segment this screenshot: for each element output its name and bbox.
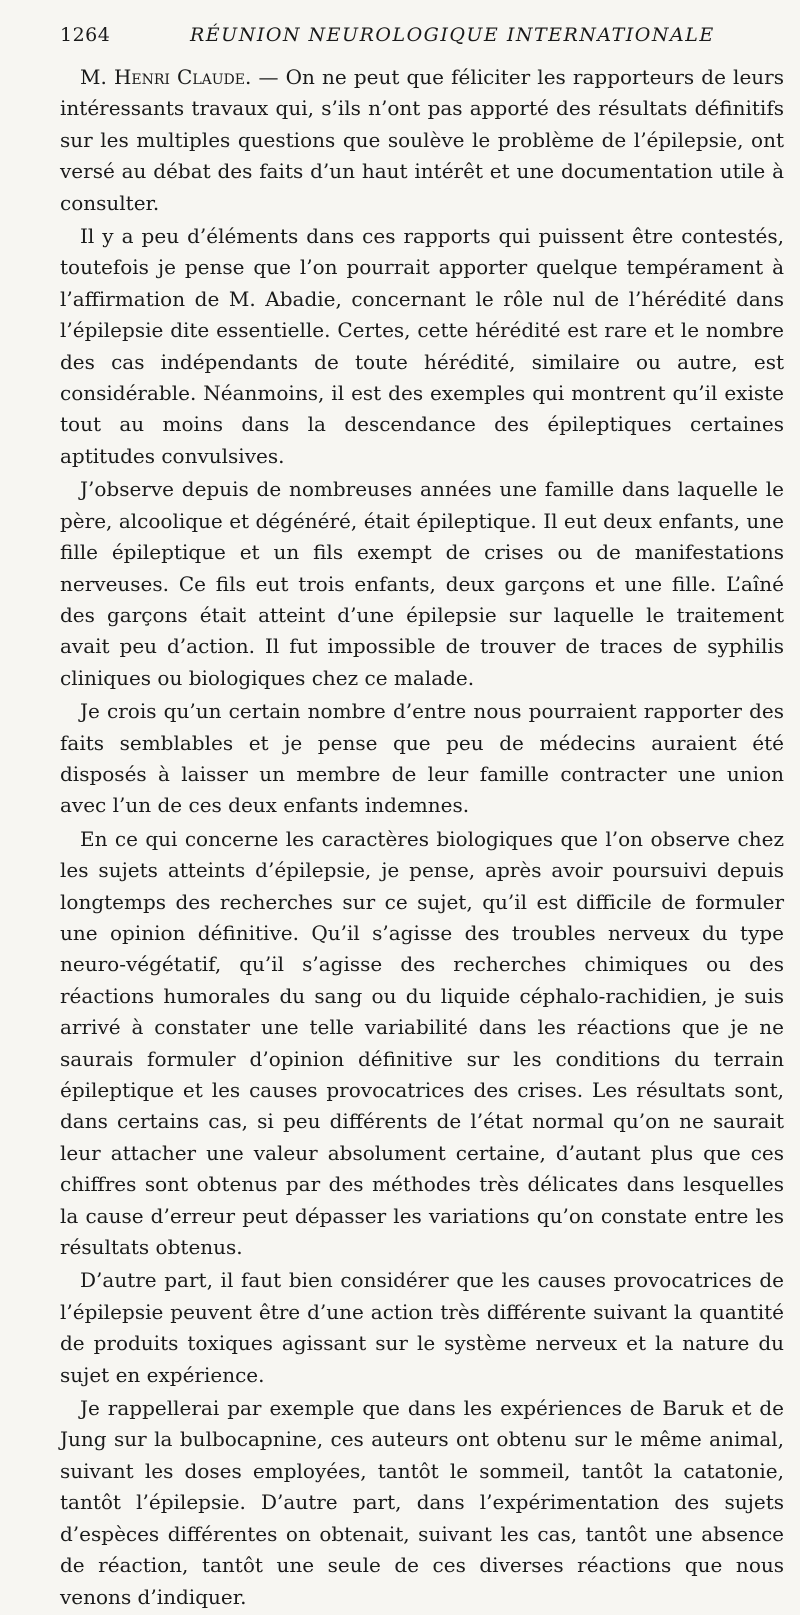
paragraph-5: En ce qui concerne les caractères biologiques que l’on observe chez les sujets atteints d’épilepsie, je pense, après avoir poursuivi depuis longtemps des recherches sur ce sujet, qu’il est difficile de formuler une opinion définitive. Qu’il s’agisse des troubles nerveux du type neuro-végétatif, qu’il s’agisse des recherches chimiques ou des réactions humorales du sang ou du liquide céphalo-rachidien, je suis arrivé à constater une telle variabilité dans les réactions que je ne saurais formuler d’opinion définitive sur les conditions du terrain épileptique et les causes provocatrices des crises. Les résultats sont, dans certains cas, si peu différents de l’état normal qu’on ne saurait leur attacher une valeur absolument certaine, d’autant plus que ces chiffres sont obtenus par des méthodes très délicates dans lesquelles la cause d’erreur peut dépasser les variations qu’on constate entre les résultats obtenus. bbox=[60, 826, 784, 1260]
running-title: RÉUNION NEUROLOGIQUE INTERNATIONALE bbox=[190, 24, 715, 46]
paragraph-1 bbox=[60, 62, 784, 219]
paragraph-2: Il y a peu d’éléments dans ces rapports qui puissent être contestés, toutefois je pense que l’on pourrait apporter quelque tempérament à l’affirmation de M. Abadie, concernant le rôle nul de l’hérédité dans l’épilepsie dite essentielle. Certes, cette hérédité est rare et le nombre des cas indépendants de toute hérédité, similaire ou autre, est considérable. Néanmoins, il est des exemples qui montrent qu’il existe tout au moins dans la descendance des épileptiques certaines aptitudes convulsives. bbox=[60, 224, 784, 468]
page bbox=[60, 20, 784, 1615]
running-head bbox=[60, 20, 784, 50]
paragraph-4: Je crois qu’un certain nombre d’entre nous pourraient rapporter des faits semblables et je pense que peu de médecins auraient été disposés à laisser un membre de leur famille contracter une union avec l’un de ces deux enfants indemnes. bbox=[60, 699, 784, 818]
paragraph-3: J’observe depuis de nombreuses années une famille dans laquelle le père, alcoolique et dégénéré, était épileptique. Il eut deux enfants, une fille épileptique et un fils exempt de crises ou de manifestations nerveuses. Ce fils eut trois enfants, deux garçons et une fille. L’aîné des garçons était atteint d’une épilepsie sur laquelle le traitement avait peu d’action. Il fut impossible de trouver de traces de syphilis cliniques ou biologiques chez ce malade. bbox=[60, 477, 784, 690]
speaker-name: M. Henri Claude. bbox=[80, 65, 252, 89]
paragraph-6: D’autre part, il faut bien considérer que les causes provocatrices de l’épilepsie peuvent être d’une action très différente suivant la quantité de produits toxiques agissant sur le système nerveux et la nature du sujet en expérience. bbox=[60, 1268, 784, 1387]
page-number: 1264 bbox=[60, 24, 111, 46]
paragraph-1-text: — On ne peut que féliciter les rapporteurs de leurs intéressants travaux qui, s’ils n’ont pas apporté des résultats définitifs sur les multiples questions que soulève le problème de l’épilepsie, ont versé au débat des faits d’un haut intérêt et une documentation utile à consulter. bbox=[60, 65, 784, 215]
paragraph-7: Je rappellerai par exemple que dans les expériences de Baruk et de Jung sur la bulbocapnine, ces auteurs ont obtenu sur le même animal, suivant les doses employées, tantôt le sommeil, tantôt la catatonie, tantôt l’épilepsie. D’autre part, dans l’expérimentation des sujets d’espèces différentes on obtenait, suivant les cas, tantôt une absence de réaction, tantôt une seule de ces diverses réactions que nous venons d’indiquer. bbox=[60, 1396, 784, 1609]
article-body bbox=[60, 62, 784, 1613]
